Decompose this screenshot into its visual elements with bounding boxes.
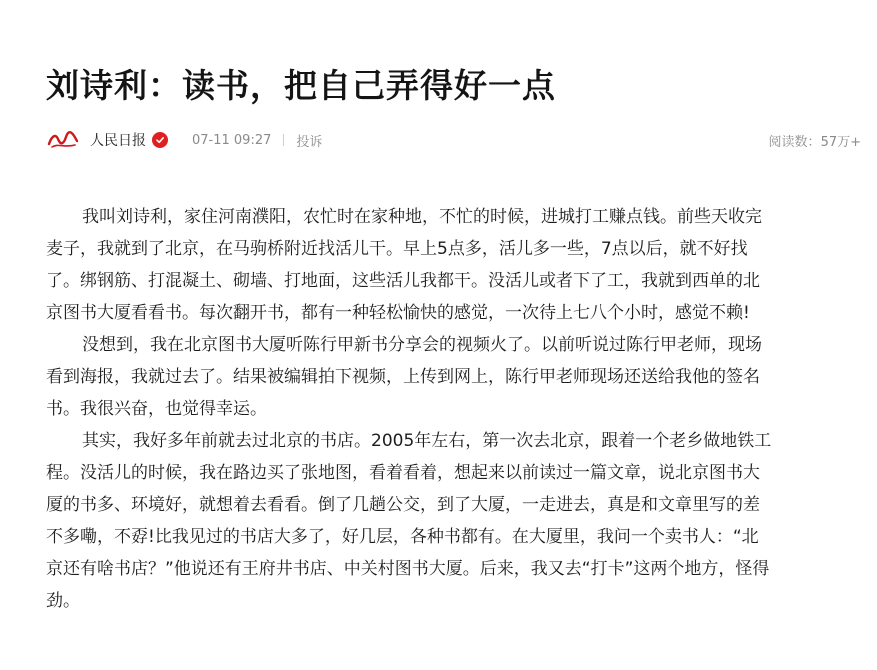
logo-mark [46, 129, 80, 151]
article-body [46, 201, 826, 617]
body-line: 京还有啥书店？”他说还有王府井书店、中关村图书大厦。后来，我又去“打卡”这两个地方，怪得 [46, 559, 770, 579]
source-name[interactable]: 人民日报 [90, 133, 146, 149]
read-count-label: 阅读数： [768, 134, 821, 150]
verified-badge-icon [152, 132, 168, 148]
article-title: 刘诗利：读书，把自己弄得好一点 [46, 66, 556, 105]
report-link[interactable]: 投诉 [296, 134, 323, 150]
body-line: 我叫刘诗利，家住河南濮阳，农忙时在家种地，不忙的时候，进城打工赚点钱。前些天收完 [82, 207, 762, 227]
read-count-value: 57万+ [820, 134, 861, 150]
body-line: 麦子，我就到了北京，在马驹桥附近找活儿干。早上5点多，活儿多一些，7点以后，就不好找 [46, 239, 748, 259]
body-line: 厦的书多、环境好，就想着去看看。倒了几趟公交，到了大厦，一走进去，真是和文章里写的差 [46, 495, 760, 515]
body-line: 不多嘞，不孬!比我见过的书店大多了，好几层，各种书都有。在大厦里，我问一个卖书人：“北 [46, 527, 759, 547]
read-count [769, 131, 861, 150]
meta-divider [283, 134, 284, 146]
body-line: 京图书大厦看看书。每次翻开书，都有一种轻松愉快的感觉，一次待上七八个小时，感觉不赖! [46, 303, 750, 323]
publish-time: 07-11 09:27 [192, 132, 272, 148]
article-meta [46, 126, 861, 154]
body-line: 劲。 [46, 591, 80, 611]
people-daily-logo[interactable] [46, 129, 80, 151]
body-line: 其实，我好多年前就去过北京的书店。2005年左右，第一次去北京，跟着一个老乡做地铁工 [82, 431, 772, 451]
body-line: 看到海报，我就过去了。结果被编辑拍下视频，上传到网上，陈行甲老师现场还送给我他的签名 [46, 367, 760, 387]
body-line: 书。我很兴奋，也觉得幸运。 [46, 399, 267, 419]
body-line: 了。绑钢筋、打混凝土、砌墙、打地面，这些活儿我都干。没活儿或者下了工，我就到西单的北 [46, 271, 760, 291]
body-line: 没想到，我在北京图书大厦听陈行甲新书分享会的视频火了。以前听说过陈行甲老师，现场 [82, 335, 762, 355]
check-icon [155, 135, 165, 145]
body-line: 程。没活儿的时候，我在路边买了张地图，看着看着，想起来以前读过一篇文章，说北京图书大 [46, 463, 760, 483]
